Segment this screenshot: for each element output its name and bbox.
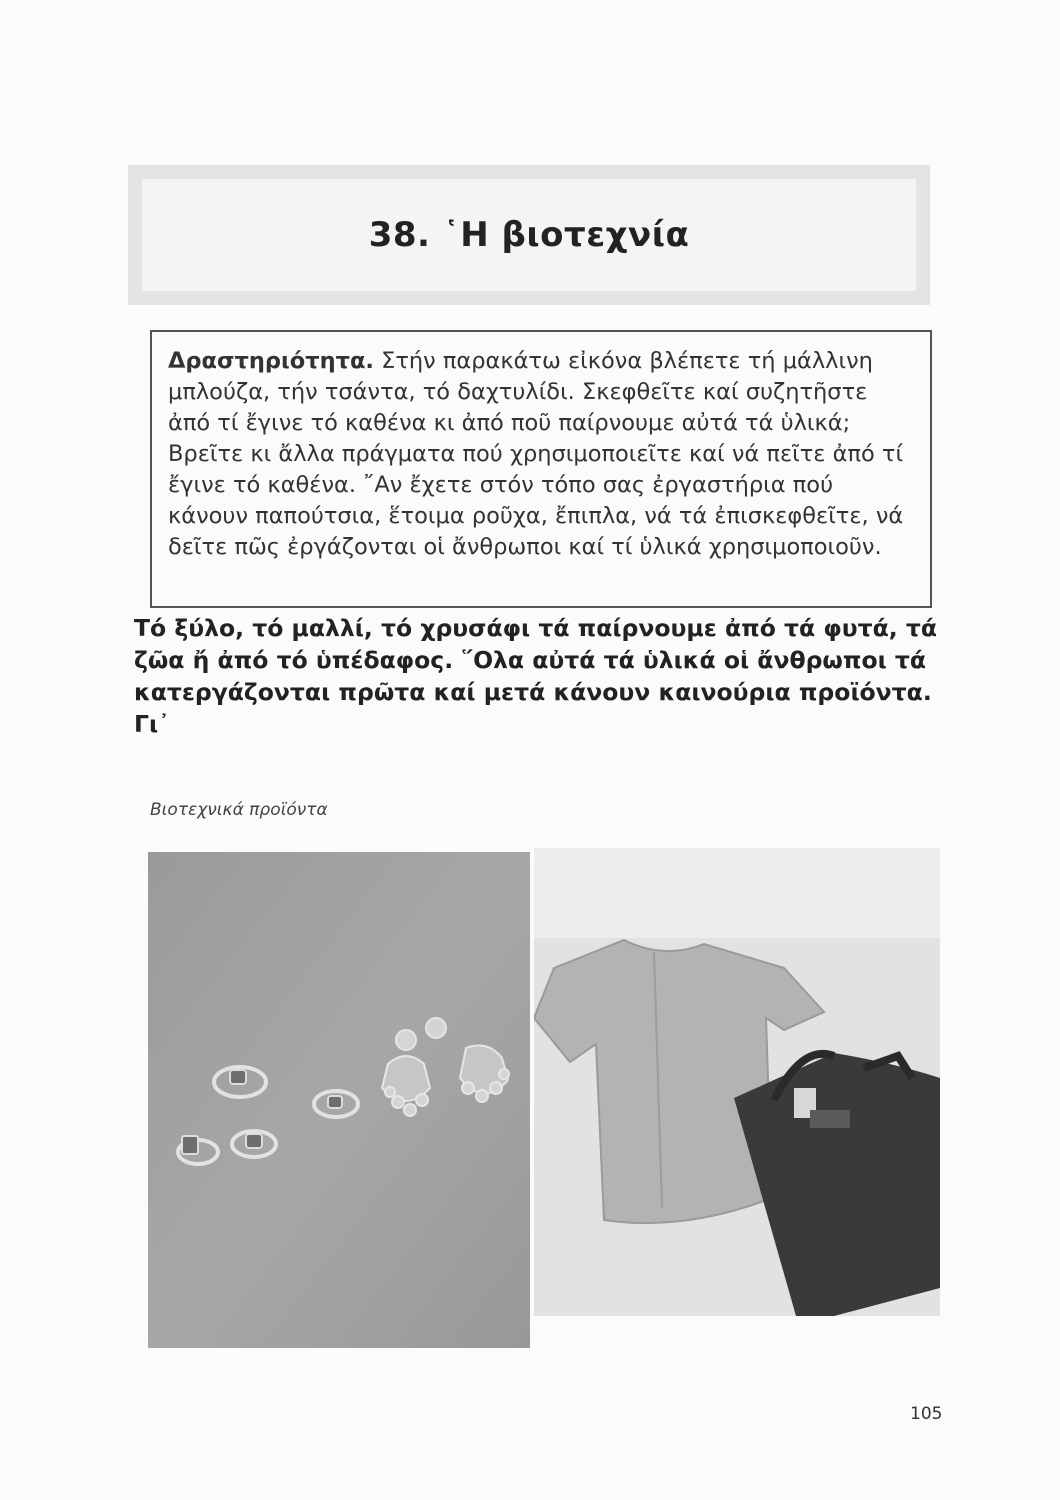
chapter-title-band [128, 165, 930, 305]
jewelry-photo [148, 852, 530, 1348]
figure-caption: Βιοτεχνικά προϊόντα [150, 800, 328, 820]
page-number: 105 [910, 1404, 943, 1424]
activity-box [150, 330, 932, 608]
blouse-and-bag-photo [534, 848, 940, 1316]
activity-text: Στήν παρακάτω εἰκόνα βλέπετε τή μάλλινη μπλούζα, τήν τσάντα, τό δαχτυλίδι. Σκεφθεῖτε καί συζητῆστε ἀπό τί ἔγινε τό καθένα κι ἀπό ποῦ παίρνουμε αὐτά τά ὑλικά; Βρεῖτε κι ἄλλα πράγματα πού χρησιμοποιεῖτε καί νά πεῖτε ἀπό τί ἔγινε τό καθένα. ῎Αν ἔχετε στόν τόπο σας ἐργαστήρια πού κάνουν παπούτσια, ἕτοιμα ροῦχα, ἔπιπλα, νά τά ἐπισκεφθεῖτε, νά δεῖτε πῶς ἐργάζονται οἱ ἄνθρωποι καί τί ὑλικά χρησιμοποιοῦν. [168, 348, 904, 560]
activity-label: Δραστηριότητα. [168, 348, 374, 374]
jewelry-photo-illustration [148, 852, 530, 1348]
body-paragraph: Τό ξύλο, τό μαλλί, τό χρυσάφι τά παίρνουμε ἀπό τά φυτά, τά ζῶα ἤ ἀπό τό ὑπέδαφος. ῞Ολα αὐτά τά ὑλικά οἱ ἄνθρωποι τά κατεργάζονται πρῶτα καί μετά κάνουν καινούρια προϊόντα. Γι᾿ [134, 614, 937, 738]
blouse-and-bag-illustration [534, 848, 940, 1316]
chapter-title: 38. ῾Η βιοτεχνία [368, 215, 690, 255]
chapter-title-panel [142, 179, 916, 291]
activity-paragraph [168, 346, 916, 563]
